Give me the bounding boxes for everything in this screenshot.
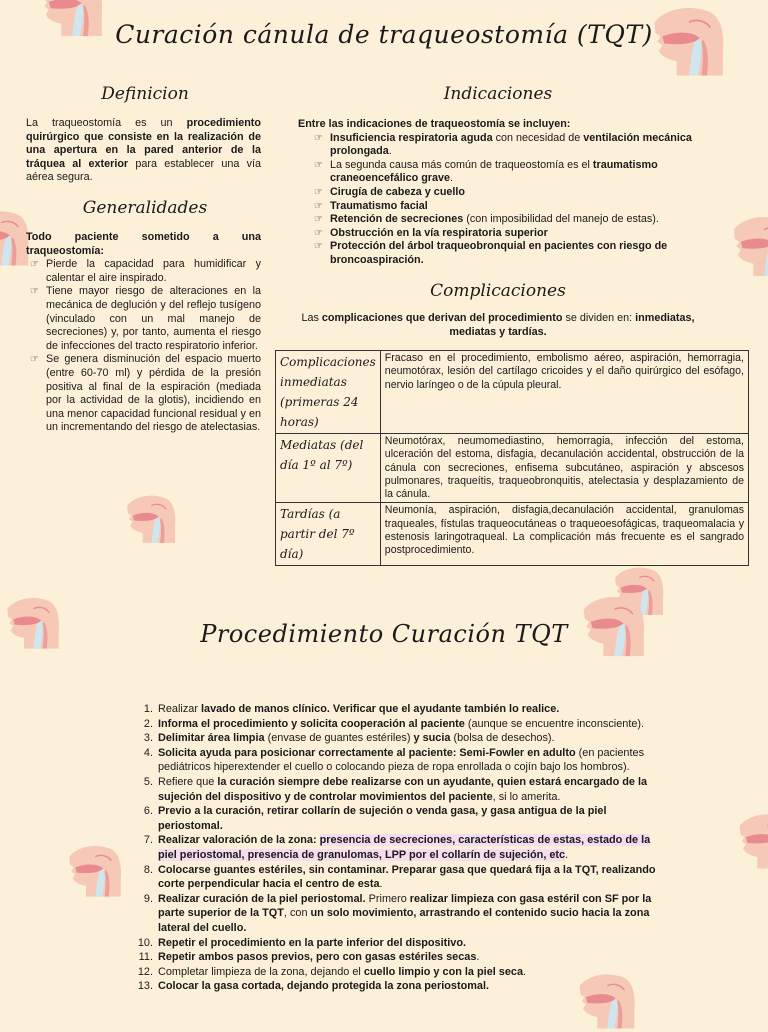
text-run: Traumatismo facial	[330, 199, 428, 212]
text-run: , con	[283, 907, 311, 920]
list-item	[156, 746, 668, 775]
list-item	[156, 702, 668, 717]
complicacion-description: Fracaso en el procedimiento, embolismo aéreo, aspiración, hemorragia, neumotórax, lesión del cartílago cricoides y el daño quirúrgico del esófago, nervio laríngeo o de la cúpula pleural.	[380, 351, 748, 434]
text-run: presencia de secreciones, características de estas, estado de la piel periostomal, presencia de granulomas, LPP por el collarín de sujeción, etc	[158, 834, 651, 861]
text-run: , si lo amerita.	[492, 790, 561, 803]
complicaciones-intro	[290, 312, 706, 339]
table-row	[276, 351, 749, 434]
text-run: .	[565, 848, 569, 861]
text-run: para establecer una vía aérea segura.	[26, 157, 261, 184]
list-item	[314, 227, 706, 241]
text-run: Las	[301, 312, 322, 324]
definicion-heading: Definicion	[101, 84, 189, 104]
text-run: Colocarse guantes estériles, sin contaminar. Preparar gasa que quedará fija a la TQT, realizando corte perpendicular hacia el centro de esta	[158, 863, 656, 891]
text-run: un solo movimiento, arrastrando el contenido sucio hacia la zona lateral del cuello.	[158, 907, 650, 934]
text-run: Cirugía de cabeza y cuello	[330, 185, 466, 198]
complicaciones-table	[275, 350, 749, 566]
text-run: Protección del árbol traqueobronquial en pacientes con riesgo de broncoaspiración.	[330, 240, 668, 266]
procedimiento-steps	[136, 702, 668, 994]
text-run: se dividen en:	[562, 312, 636, 324]
list-item	[156, 950, 668, 965]
page-title: Curación cánula de traqueostomía (TQT)	[115, 20, 653, 49]
text-run: .	[450, 172, 454, 185]
text-run: .	[523, 965, 527, 978]
generalidades-block	[26, 231, 261, 435]
list-item	[314, 200, 706, 214]
text-run: Realizar	[158, 703, 201, 715]
text-run: y sucia	[413, 732, 451, 745]
list-item	[156, 804, 668, 833]
generalidades-heading: Generalidades	[82, 198, 208, 218]
text-run: Realizar valoración de la zona:	[158, 834, 320, 847]
throat-anatomy-icon	[736, 808, 768, 872]
text-run: realizar limpieza con gasa estéril con SF por la parte superior de la TQT	[158, 892, 652, 920]
list-item: ☞ Pierde la capacidad para humidificar y calentar el aire inspirado.	[30, 258, 261, 285]
list-item	[156, 731, 668, 746]
generalidades-list	[30, 258, 261, 435]
list-item	[156, 833, 668, 862]
text-run: (con imposibilidad del manejo de estas).	[463, 213, 659, 226]
throat-anatomy-icon	[124, 490, 180, 546]
text-run: Completar limpieza de la zona, dejando el	[158, 965, 364, 978]
text-run: (bolsa de desechos).	[450, 732, 555, 745]
complicacion-label: Mediatas (del día 1º al 7º)	[276, 434, 381, 503]
text-run: procedimiento quirúrgico que consiste en la realización de una apertura en la pared anterior de la tráquea al exterior	[26, 117, 261, 170]
complicacion-label: Complicaciones inmediatas (primeras 24 horas)	[276, 351, 381, 434]
complicacion-label: Tardías (a partir del 7º día)	[276, 503, 381, 566]
text-run: Retención de secreciones	[330, 213, 464, 226]
list-item	[156, 979, 668, 994]
complicacion-description: Neumonía, aspiración, disfagia,decanulación accidental, granulomas traqueales, fístulas traqueocutáneas o traqueoesofágicas, traqueomalacia y estenosis laringotraqueal. La complicación más frecuente es el sangrado postprocedimiento.	[380, 503, 748, 566]
indicaciones-intro: Entre las indicaciones de traqueostomía se incluyen:	[298, 118, 571, 130]
text-run: Refiere que	[158, 775, 218, 788]
list-item	[156, 936, 668, 951]
list-item: ☞ Tiene mayor riesgo de alteraciones en la mecánica de deglución y del reflejo tusígeno (vinculado con un mal manejo de secreciones) y, por tanto, aumenta el riesgo de infecciones del tracto respiratorio inferior.	[30, 285, 261, 353]
throat-anatomy-icon	[66, 840, 126, 900]
generalidades-intro: Todo paciente sometido a una traqueostomía:	[26, 231, 261, 257]
text-run: .	[388, 145, 392, 158]
complicacion-description: Neumotórax, neumomediastino, hemorragia, infección del estoma, ulceración del estoma, disfagia, decanulación accidental, obstrucción de la cánula con secreciones, enfisema subcutáneo, aspiración y abscesos pulmonares, traqueítis, traqueobronquitis, atelectasia y desplazamiento de la cánula.	[380, 434, 748, 503]
text-run: la curación siempre debe realizarse con un ayudante, quien estará encargado de la sujeción del dispositivo y de controlar movimientos del paciente	[158, 775, 648, 803]
text-run: inmediatas, mediatas y tardías.	[449, 312, 695, 338]
list-item	[156, 775, 668, 804]
text-run: con necesidad de	[492, 131, 584, 144]
text-run: (en pacientes pediátricos hiperextender el cuello o colocando pieza de ropa enrollada o cojín bajo los hombros).	[158, 746, 645, 774]
complicaciones-heading: Complicaciones	[430, 281, 566, 301]
list-item	[314, 213, 706, 227]
text-run: Informa el procedimiento y solicita cooperación al paciente	[158, 717, 465, 730]
definicion-text	[26, 117, 261, 185]
text-run: Repetir el procedimiento en la parte inferior del dispositivo.	[158, 936, 467, 949]
indicaciones-list	[314, 132, 706, 268]
list-item: ☞ Se genera disminución del espacio muerto (entre 60-70 ml) y pérdida de la presión positiva al final de la espiración (mediada por la actividad de la glotis), incidiendo en una menor capacidad funcional residual y en un incrementando del riesgo de atelectasias.	[30, 353, 261, 435]
text-run: lavado de manos clínico. Verificar que el ayudante también lo realice.	[200, 703, 560, 715]
indicaciones-heading: Indicaciones	[443, 84, 553, 104]
text-run: Delimitar área limpia	[158, 732, 265, 745]
text-run: Obstrucción en la vía respiratoria superior	[330, 226, 548, 239]
text-run: Previo a la curación, retirar collarín de sujeción o venda gasa, y gasa antigua de la piel periostomal.	[158, 805, 607, 832]
text-run: La segunda causa más común de traqueostomía es el	[330, 158, 593, 171]
text-run: Primero	[365, 892, 410, 905]
text-run: (aunque se encuentre inconsciente).	[464, 717, 645, 730]
list-item	[314, 159, 706, 186]
text-run: Repetir ambos pasos previos, pero con gasas estériles secas	[158, 951, 477, 964]
list-item	[314, 132, 706, 159]
table-row	[276, 434, 749, 503]
text-run: .	[379, 878, 383, 891]
text-run: ventilación mecánica prolongada	[330, 131, 692, 158]
text-run: (envase de guantes estériles)	[264, 732, 414, 745]
list-item	[156, 892, 668, 936]
text-run: Solicita ayuda para posicionar correctamente al paciente: Semi-Fowler en adulto	[158, 746, 576, 759]
list-item	[314, 186, 706, 200]
text-run: traumatismo craneoencefálico grave	[330, 158, 658, 185]
list-item	[156, 863, 668, 892]
list-item	[156, 965, 668, 980]
text-run: La traqueostomía es un	[26, 117, 187, 129]
text-run: .	[476, 951, 480, 964]
list-item	[156, 717, 668, 732]
table-row	[276, 503, 749, 566]
text-run: Insuficiencia respiratoria aguda	[330, 131, 493, 144]
list-item	[314, 240, 706, 267]
procedimiento-title: Procedimiento Curación TQT	[200, 620, 568, 648]
text-run: Realizar curación de la piel periostomal.	[158, 892, 366, 905]
text-run: cuello limpio y con la piel seca	[363, 965, 524, 978]
text-run: complicaciones que derivan del procedimiento	[321, 312, 563, 324]
indicaciones-block	[298, 118, 748, 268]
text-run: Colocar la gasa cortada, dejando protegida la zona periostomal.	[158, 980, 490, 993]
